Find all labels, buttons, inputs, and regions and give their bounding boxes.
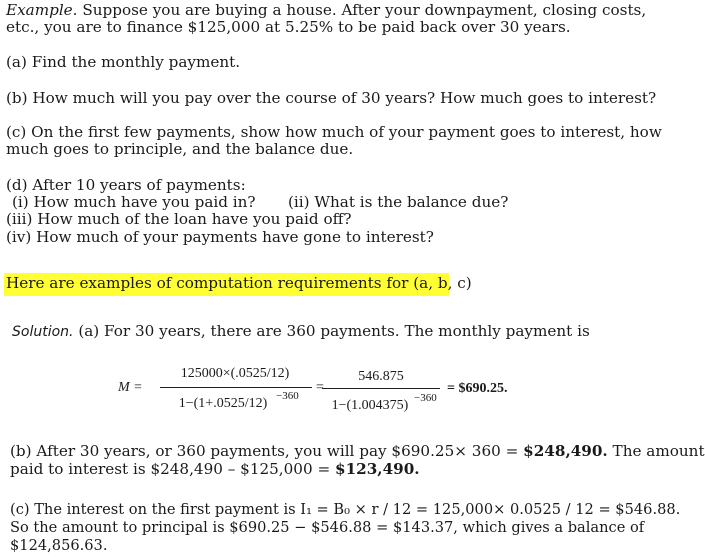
formula-numerator-2: 546.875 [358, 369, 404, 384]
question-b: (b) How much will you pay over the course of 30 years? How much goes to interest? [6, 89, 657, 107]
example-line-2: etc., you are to finance $125,000 at 5.25% to be paid back over 30 years. [6, 18, 571, 36]
formula-equals-1: = [316, 380, 324, 395]
question-d-ii: (ii) What is the balance due? [288, 193, 509, 211]
solution-b-line-2 [10, 461, 420, 478]
example-line-1 [6, 2, 646, 19]
question-d-iii: (iii) How much of the loan have you paid off? [6, 210, 352, 228]
solution-b-line-1 [10, 443, 705, 460]
question-a: (a) Find the monthly payment. [6, 53, 241, 71]
question-d-i: (i) How much have you paid in? [12, 193, 256, 211]
solution-a-text: (a) For 30 years, there are 360 payments. The monthly payment is [78, 322, 590, 340]
highlighted-note-text: Here are examples of computation requirements for (a, b, c) [6, 274, 472, 292]
formula-denominator-1-exponent: −360 [276, 390, 299, 402]
formula-denominator-1-base: 1−(1+.0525/12) [178, 396, 268, 411]
example-text-1: Suppose you are buying a house. After your downpayment, closing costs, [82, 1, 647, 19]
formula-lhs: M = [118, 380, 143, 395]
formula-denominator-1 [160, 396, 286, 412]
question-c-line-1: (c) On the first few payments, show how much of your payment goes to interest, how [6, 123, 662, 141]
formula-fraction-bar-1 [160, 387, 312, 388]
solution-c-line-2: So the amount to principal is $690.25 − $546.88 = $143.37, which gives a balance of [10, 519, 645, 536]
solution-c-line-1: (c) The interest on the first payment is I₁ = B₀ × r / 12 = 125,000× 0.0525 / 12 = $546.88. [10, 501, 681, 518]
solution-a-line [12, 323, 590, 341]
solution-b-text-3: paid to interest is $248,490 – $125,000 = [10, 460, 336, 478]
solution-label: Solution. [12, 324, 74, 340]
formula-denominator-2-exponent: −360 [414, 392, 437, 404]
solution-b-text-2: The amount [607, 442, 705, 460]
formula-denominator-2-base: 1−(1.004375) [331, 398, 409, 413]
formula-numerator-1: 125000×(.0525/12) [180, 366, 290, 381]
formula-denominator-2 [322, 398, 418, 414]
formula-result: = $690.25. [447, 381, 508, 396]
solution-b-total: $248,490. [523, 442, 608, 460]
formula-fraction-bar-2 [322, 388, 440, 389]
example-label: Example. [6, 1, 78, 19]
question-c-line-2: much goes to principle, and the balance due. [6, 140, 354, 158]
question-d-iv: (iv) How much of your payments have gone to interest? [6, 228, 434, 246]
solution-c-line-3: $124,856.63. [10, 537, 108, 554]
question-d: (d) After 10 years of payments: [6, 176, 246, 194]
solution-b-text-1: (b) After 30 years, or 360 payments, you will pay $690.25× 360 = [10, 442, 524, 460]
solution-b-interest: $123,490. [335, 460, 420, 478]
highlighted-note [4, 273, 472, 296]
